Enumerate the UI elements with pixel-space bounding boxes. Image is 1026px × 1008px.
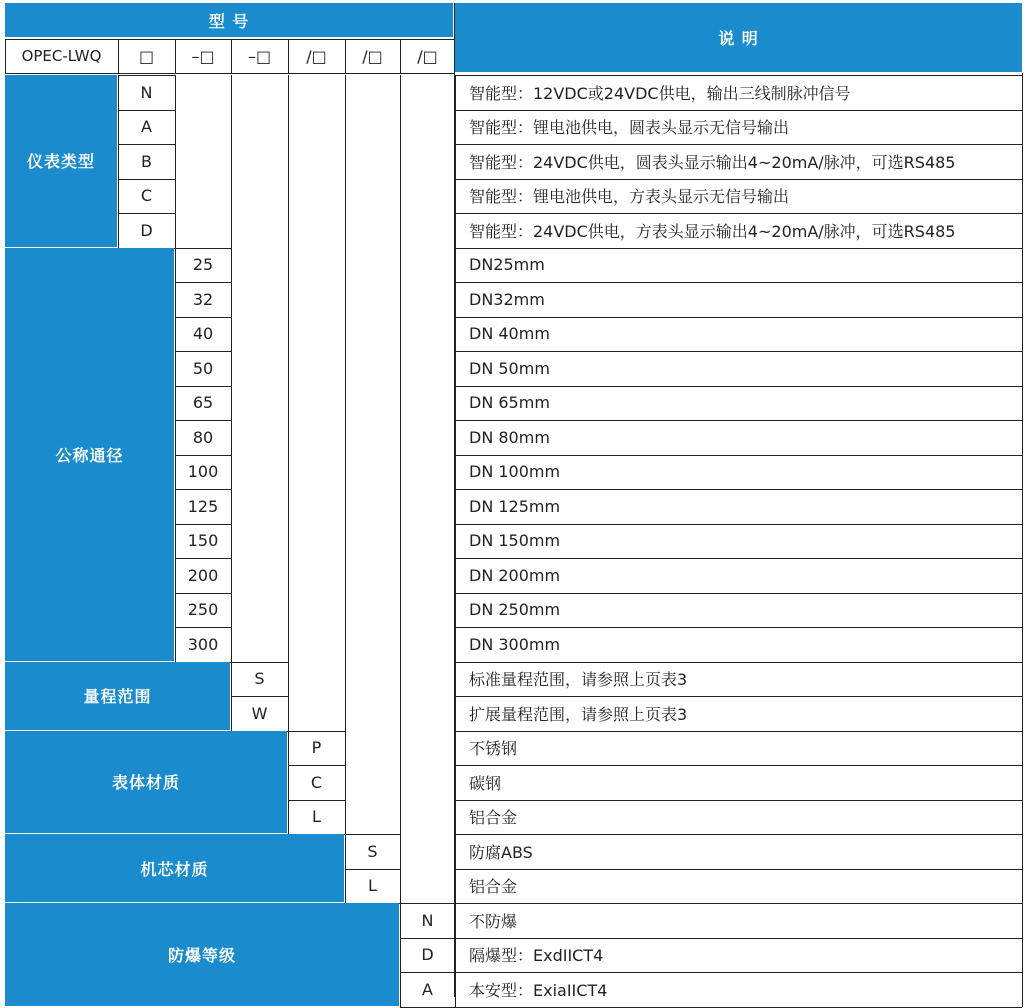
- option-description: DN 50mm: [469, 358, 550, 378]
- table-vline: [288, 39, 289, 73]
- table-hline: [175, 420, 231, 421]
- table-hline: [175, 593, 231, 594]
- model-placeholder: □: [138, 46, 155, 66]
- table-vline: [455, 75, 456, 1007]
- table-hline: [231, 662, 288, 663]
- option-description: DN 80mm: [469, 427, 550, 447]
- table-hline: [175, 282, 231, 283]
- option-description: 铝合金: [469, 877, 518, 897]
- table-vline: [118, 39, 119, 73]
- table-vline: [175, 248, 176, 662]
- option-description: DN 200mm: [469, 565, 561, 585]
- model-placeholder: /□: [417, 46, 438, 66]
- table-vline: [400, 903, 401, 1007]
- option-description: 智能型：24VDC供电，圆表头显示输出4~20mA/脉冲，可选RS485: [469, 152, 956, 172]
- option-description: 碳钢: [469, 773, 502, 793]
- option-code: 80: [192, 427, 214, 447]
- option-description: DN 40mm: [469, 324, 550, 344]
- table-hline: [118, 144, 175, 145]
- table-vline: [175, 75, 176, 248]
- table-hline: [288, 731, 345, 732]
- table-hline: [5, 73, 455, 74]
- option-description: DN25mm: [469, 255, 545, 275]
- option-code: S: [367, 841, 378, 861]
- option-code: P: [311, 738, 322, 758]
- table-vline: [1022, 73, 1023, 1007]
- option-description: DN32mm: [469, 289, 545, 309]
- option-description: 铝合金: [469, 808, 518, 828]
- table-vline: [345, 75, 346, 834]
- table-hline: [118, 213, 175, 214]
- table-hline: [400, 903, 455, 904]
- table-hline: [175, 489, 231, 490]
- option-description: 防腐ABS: [469, 842, 533, 862]
- option-code: C: [140, 186, 153, 206]
- table-hline: [175, 524, 231, 525]
- option-code: B: [141, 151, 152, 171]
- table-hline: [455, 1007, 1022, 1008]
- model-placeholder: –□: [191, 46, 215, 66]
- table-hline: [400, 972, 455, 973]
- table-hline: [400, 1007, 455, 1008]
- option-description: 不锈钢: [469, 739, 518, 759]
- section-label-core: 机芯材质: [5, 834, 344, 902]
- option-description: 标准量程范围，请参照上页表3: [469, 670, 688, 690]
- table-hline: [175, 627, 231, 628]
- table-hline: [345, 834, 400, 835]
- option-code: 40: [192, 324, 214, 344]
- table-hline: [288, 765, 345, 766]
- option-code: A: [422, 979, 433, 999]
- option-code: N: [140, 82, 153, 102]
- table-vline: [288, 731, 289, 835]
- section-label-explosion: 防爆等级: [5, 903, 399, 1006]
- section-label-type: 仪表类型: [5, 75, 117, 247]
- option-code: L: [368, 876, 377, 896]
- option-code: A: [141, 117, 152, 137]
- table-hline: [288, 800, 345, 801]
- table-vline: [231, 662, 232, 731]
- option-description: DN 125mm: [469, 496, 561, 516]
- option-code: D: [140, 220, 153, 240]
- table-vline: [231, 39, 232, 73]
- option-code: 65: [192, 393, 214, 413]
- option-description: DN 65mm: [469, 393, 550, 413]
- option-code: 150: [187, 531, 219, 551]
- table-vline: [400, 39, 401, 73]
- option-code: 32: [192, 289, 214, 309]
- table-hline: [400, 938, 455, 939]
- table-vline: [345, 834, 346, 903]
- table-hline: [118, 179, 175, 180]
- option-code: C: [310, 772, 323, 792]
- option-code: 50: [192, 358, 214, 378]
- table-hline: [175, 248, 231, 249]
- table-hline: [175, 317, 231, 318]
- table-hline: [345, 869, 400, 870]
- option-code: 200: [187, 565, 219, 585]
- option-code: S: [254, 669, 265, 689]
- table-hline: [175, 455, 231, 456]
- option-code: 250: [187, 600, 219, 620]
- option-description: 智能型：锂电池供电，方表头显示无信号输出: [469, 187, 790, 207]
- table-vline: [231, 75, 232, 662]
- table-hline: [118, 110, 175, 111]
- section-label-diameter: 公称通径: [5, 248, 174, 661]
- option-code: N: [421, 910, 434, 930]
- table-hline: [231, 696, 288, 697]
- option-code: 100: [187, 462, 219, 482]
- option-description: 智能型：24VDC供电，方表头显示输出4~20mA/脉冲，可选RS485: [469, 221, 956, 241]
- table-vline: [400, 75, 401, 903]
- option-description: 智能型：12VDC或24VDC供电，输出三线制脉冲信号: [469, 83, 851, 103]
- option-code: L: [312, 807, 321, 827]
- option-description: 扩展量程范围，请参照上页表3: [469, 704, 688, 724]
- option-description: DN 250mm: [469, 600, 561, 620]
- table-hline: [175, 351, 231, 352]
- model-placeholder: –□: [247, 46, 272, 66]
- option-description: DN 300mm: [469, 634, 561, 654]
- option-description: 智能型：锂电池供电，圆表头显示无信号输出: [469, 118, 790, 138]
- option-description: 不防爆: [469, 911, 518, 931]
- option-description: 本安型：ExiaIICT4: [469, 980, 608, 1000]
- option-code: 125: [187, 496, 219, 516]
- option-description: DN 150mm: [469, 531, 561, 551]
- section-label-range: 量程范围: [5, 662, 230, 730]
- option-description: 隔爆型：ExdIICT4: [469, 946, 604, 966]
- table-hline: [175, 386, 231, 387]
- option-description: DN 100mm: [469, 462, 561, 482]
- model-placeholder: /□: [306, 46, 327, 66]
- table-hline: [455, 75, 1022, 76]
- table-vline: [118, 75, 119, 248]
- table-hline: [118, 75, 175, 76]
- table-vline: [345, 39, 346, 73]
- section-label-body: 表体材质: [5, 731, 287, 834]
- table-vline: [5, 39, 6, 73]
- header-model-title: 型 号: [5, 3, 453, 37]
- table-vline: [288, 75, 289, 731]
- table-vline: [175, 39, 176, 73]
- table-hline: [175, 558, 231, 559]
- model-placeholder: /□: [362, 46, 383, 66]
- model-code: OPEC-LWQ: [21, 47, 102, 65]
- option-code: D: [421, 945, 434, 965]
- header-description-title: 说 明: [455, 3, 1022, 72]
- option-code: 25: [192, 255, 214, 275]
- option-code: 300: [187, 634, 219, 654]
- table-hline: [5, 39, 455, 40]
- option-code: W: [251, 703, 268, 723]
